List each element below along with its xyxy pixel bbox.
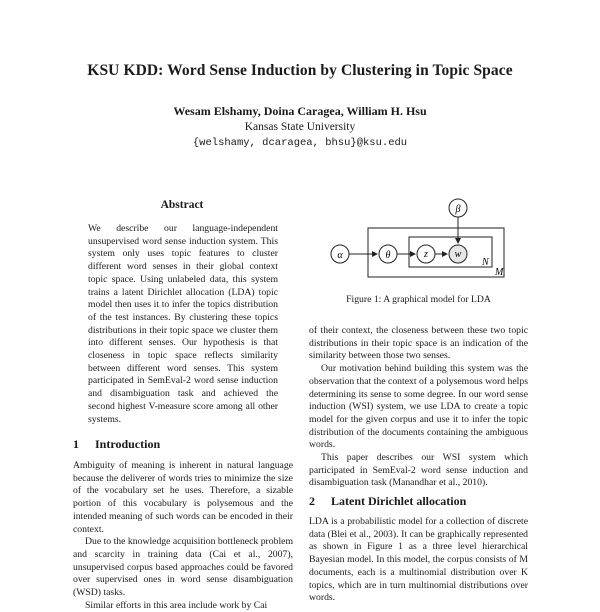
- theta-label: θ: [385, 250, 391, 261]
- lda-section-body: [309, 516, 528, 605]
- plate-inner-label: N: [482, 257, 489, 268]
- beta-label: β: [455, 204, 461, 215]
- figure-caption: Figure 1: A graphical model for LDA: [346, 294, 491, 305]
- section-2-heading: [309, 494, 466, 509]
- intro-paragraph-3: Similar efforts in this area include work by Cai: [85, 599, 268, 611]
- plate-outer-label: M: [495, 267, 504, 278]
- section-1-heading: [73, 437, 160, 452]
- lda-paragraph-1: LDA is a probabilistic model for a collection of discrete data (Blei et al., 2003). It can be graphically represented as shown in Figure 1 as a three level hierarchical Bayesian model. In this model, the corpus consists of M documents, each is a multinomial distribution over K topics, which are in turn multinomial distributions over words.: [309, 516, 528, 604]
- right-paragraph-3: This paper describes our WSI system which participated in SemEval-2 word sense induction and disambiguation task (Manandhar et al., 2010).: [309, 452, 528, 489]
- abstract-heading: Abstract: [160, 199, 204, 211]
- abstract-text: We describe our language-independent unsupervised word sense induction system. This system only uses topic features to cluster different word senses in their global context topic space. Using unlabeled data, this system trains a latent Dirichlet allocation (LDA) topic model then uses it to infer the topics distribution of the test instances. By clustering these topics distributions in their topic space we cluster them into different senses. Our hypothesis is that closeness in topic space reflects similarity between different word senses. This system participated in SemEval-2 word sense induction and disambiguation task and achieved the second highest V-measure score among all other systems.: [88, 223, 278, 425]
- right-paragraph-2: Our motivation behind building this system was the observation that the context of a polysemous word helps determining its sense to some degree. In our word sense induction (WSI) system, we use LDA to create a topic model for the given corpus and use it to infer the topic distribution of the documents containing the ambiguous words.: [309, 363, 528, 451]
- section-2-title: Latent Dirichlet allocation: [331, 494, 467, 508]
- alpha-label: α: [337, 250, 343, 261]
- section-1-title: Introduction: [95, 437, 161, 451]
- section-1-number: 1: [73, 437, 79, 451]
- lda-graphical-model: [318, 195, 518, 287]
- author-emails: {welshamy, dcaragea, bhsu}@ksu.edu: [192, 137, 408, 149]
- section-2-number: 2: [309, 494, 315, 508]
- z-label: z: [424, 249, 428, 260]
- intro-paragraph-1: Ambiguity of meaning is inherent in natural language because the deliverer of words tries to minimize the size of the vocabulary set he uses. Therefore, a sizable portion of this vocabulary is polysemous and the intended meaning of such words can be encoded in their context.: [73, 460, 293, 535]
- w-label: w: [454, 249, 462, 260]
- affiliation: Kansas State University: [244, 121, 356, 133]
- right-column-body: [309, 325, 528, 490]
- paper-title: KSU KDD: Word Sense Induction by Clustering in Topic Space: [87, 62, 513, 79]
- intro-paragraph-2: Due to the knowledge acquisition bottleneck problem and scarcity in training data (Cai et al., 2007), unsupervised corpus based approaches could be favored over supervised ones in word sense disambiguation (WSD) tasks.: [73, 536, 293, 599]
- author-list: Wesam Elshamy, Doina Caragea, William H. Hsu: [173, 104, 427, 118]
- introduction-body: [73, 460, 293, 612]
- right-paragraph-1: of their context, the closeness between these two topic distributions in their topic space is an indication of the similarity between those two senses.: [309, 325, 528, 362]
